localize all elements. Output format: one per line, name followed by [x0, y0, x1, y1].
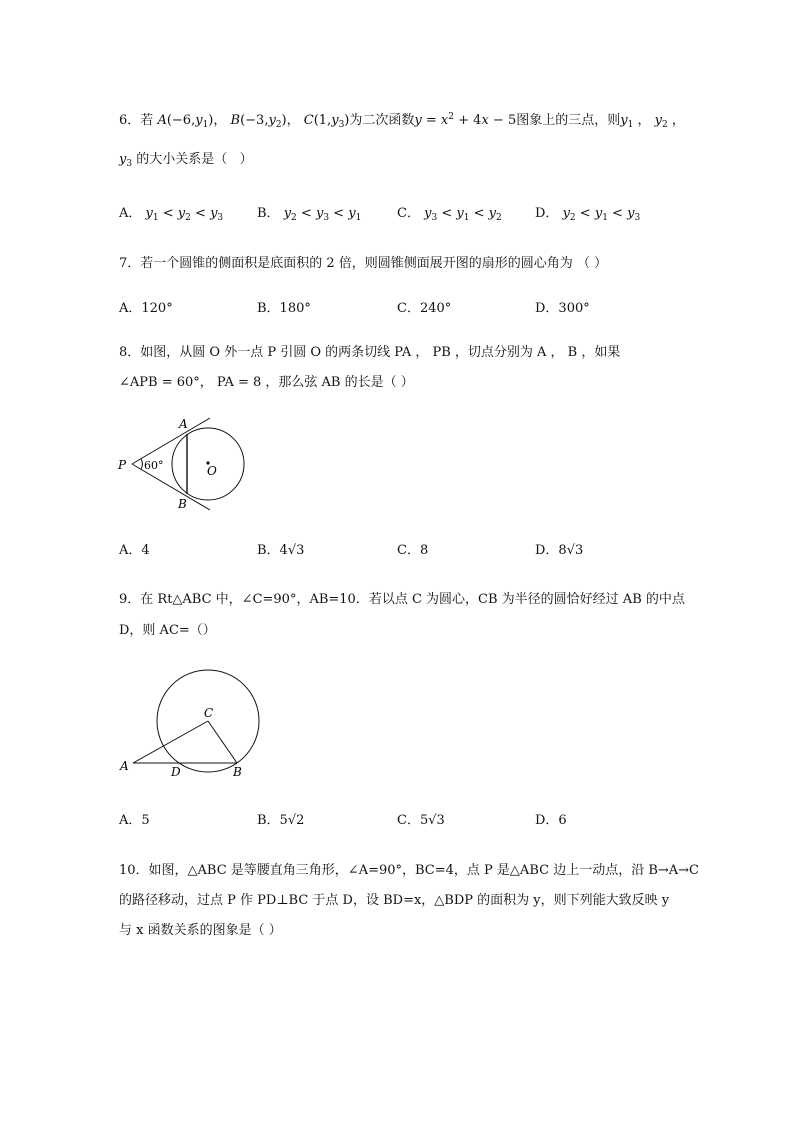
q8-option-a[interactable]: A．4 [119, 543, 150, 558]
q10-line3: 与 x 函数关系的图象是（ ） [119, 923, 282, 938]
q6-option-c[interactable]: C． $y_3 < y_1 < y_2$ [397, 206, 502, 223]
q6-mid: 为二次函数 [349, 113, 415, 128]
q6-option-a[interactable]: A． $y_1 < y_2 < y_3$ [119, 206, 224, 223]
q6-line1: 6．若 $A(-6,y_1)$， $B(-3,y_2)$， $C(1,y_3)$为二次函数$y = x^2 + 4x - 5$图象上的三点，则$y_1$ ， $y_2$ ， [119, 112, 685, 130]
q6-option-d[interactable]: D． $y_2 < y_1 < y_3$ [535, 206, 641, 223]
q7-option-c[interactable]: C．240° [397, 301, 452, 316]
q8-label-angle: 60° [144, 459, 164, 472]
q6-prefix: 若 [140, 113, 154, 128]
q9-side-cb [208, 721, 237, 763]
q7-option-d[interactable]: D．300° [535, 301, 590, 316]
q6-line2: $y_3$ 的大小关系是（ ） [119, 152, 253, 169]
q9-label-b: B [233, 765, 242, 779]
q6-number: 6． [119, 113, 141, 128]
q9-figure [115, 665, 270, 785]
q6-end: 图象上的三点，则 [516, 113, 621, 128]
q6-option-b[interactable]: B． $y_2 < y_3 < y_1$ [257, 206, 362, 223]
q6-point-c: C [303, 113, 314, 128]
q8-label-a: A [179, 417, 188, 431]
q8-angle-arc [141, 459, 142, 469]
q6-point-a: A [157, 113, 167, 128]
q6-point-b: B [230, 113, 241, 128]
q9-line1: 9．在 Rt△ABC 中，∠C=90°，AB=10．若以点 C 为圆心，CB 为半径的圆恰好经过 AB 的中点 [119, 592, 685, 607]
q8-label-o: O [207, 464, 217, 478]
q8-label-b: B [178, 497, 187, 511]
q9-label-a: A [120, 759, 129, 773]
q7-option-a[interactable]: A．120° [119, 301, 173, 316]
q8-option-c[interactable]: C．8 [397, 543, 429, 558]
q9-option-c[interactable]: C．5√3 [397, 813, 445, 828]
q9-option-b[interactable]: B．5√2 [257, 813, 305, 828]
q9-label-c: C [204, 706, 214, 720]
q8-option-d[interactable]: D．8√3 [535, 543, 584, 558]
q6-function: y [414, 113, 422, 128]
q7-text: 7．若一个圆锥的侧面积是底面积的 2 倍，则圆锥侧面展开图的扇形的圆心角为 （ ） [119, 256, 608, 271]
q8-label-p: P [118, 458, 127, 472]
q10-line2: 的路径移动，过点 P 作 PD⊥BC 于点 D，设 BD=x，△BDP 的面积为 y，则下列能大致反映 y [119, 893, 670, 908]
q8-line1: 8．如图，从圆 O 外一点 P 引圆 O 的两条切线 PA ， PB ，切点分别为 A ， B ，如果 [119, 345, 621, 360]
q9-option-a[interactable]: A．5 [119, 813, 150, 828]
q8-figure [112, 410, 257, 520]
q9-side-ac [133, 721, 208, 763]
q9-line2: D，则 AC=（） [119, 623, 216, 638]
q10-line1: 10．如图，△ABC 是等腰直角三角形，∠A=90°，BC=4，点 P 是△ABC 边上一动点，沿 B→A→C [119, 863, 699, 878]
q8-line2: ∠APB = 60°， PA = 8 ，那么弦 AB 的长是（ ） [119, 375, 414, 390]
q9-label-d: D [171, 765, 181, 779]
q8-option-b[interactable]: B．4√3 [257, 543, 305, 558]
q9-option-d[interactable]: D．6 [535, 813, 567, 828]
q7-option-b[interactable]: B．180° [257, 301, 311, 316]
q8-tangent-pa [132, 418, 210, 464]
